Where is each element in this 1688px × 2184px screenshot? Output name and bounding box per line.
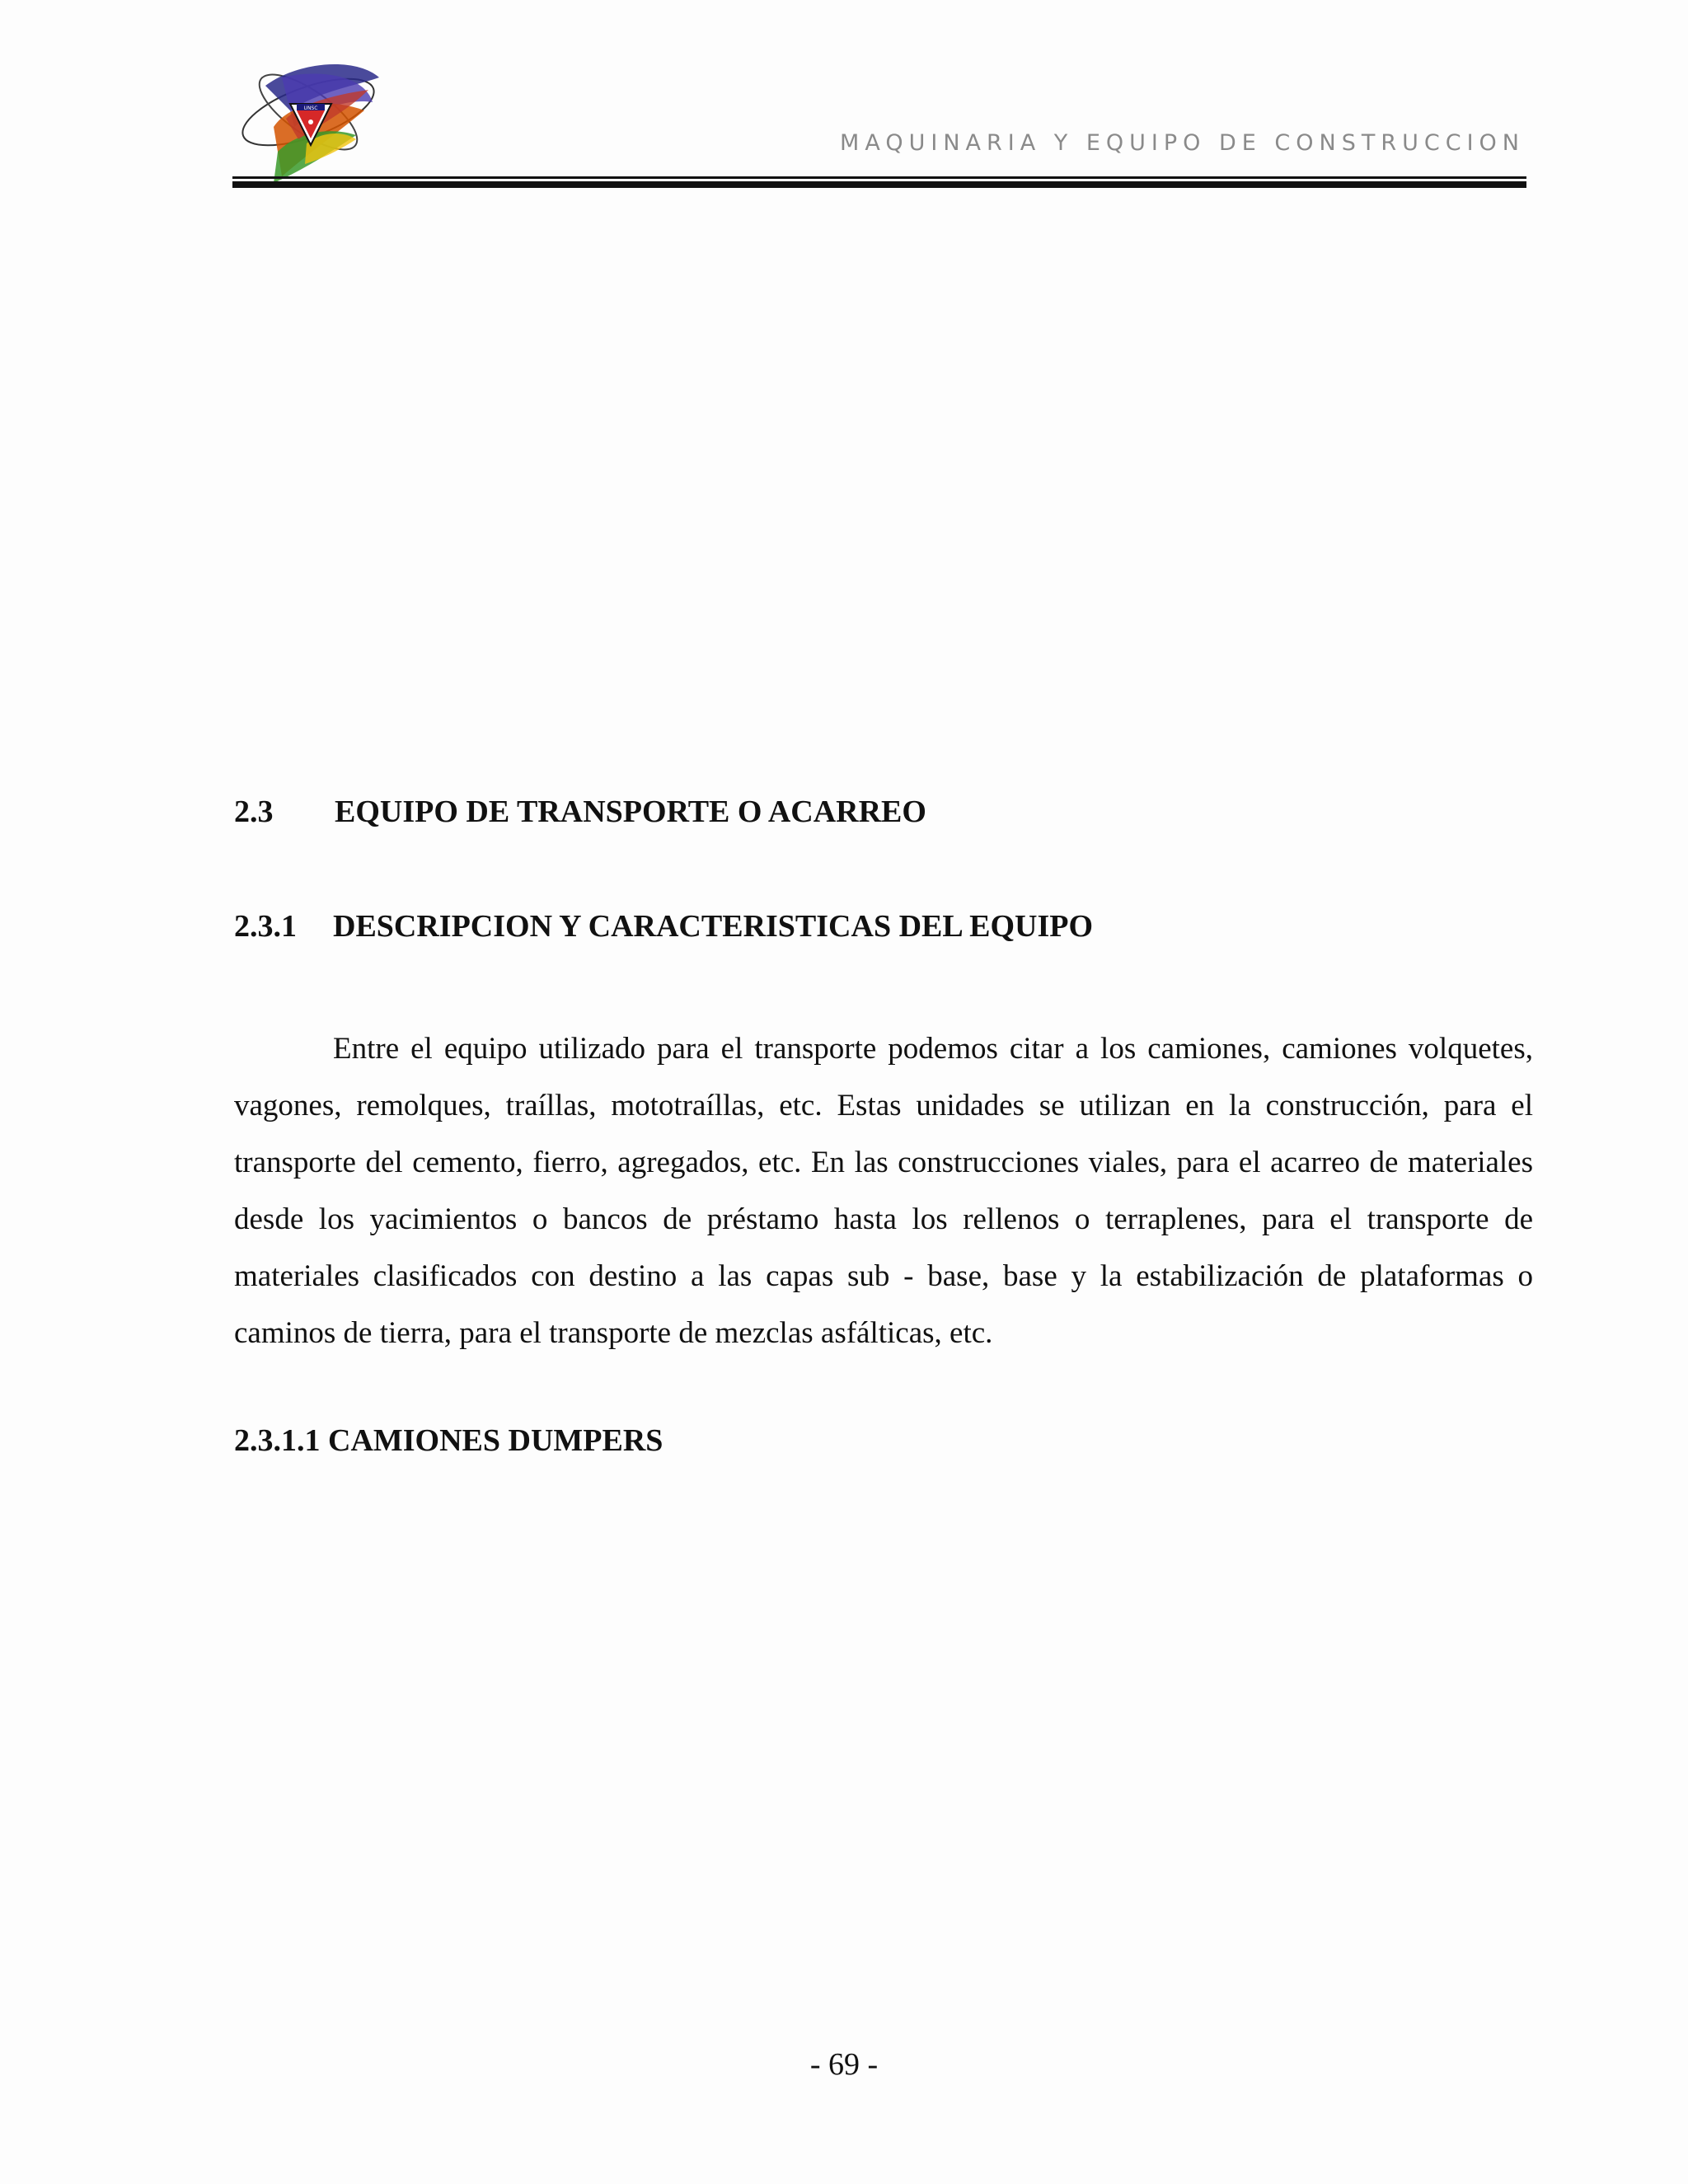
section-number: 2.3	[234, 794, 274, 829]
section-heading-2-3	[234, 794, 926, 830]
section-number: 2.3.1	[234, 909, 297, 944]
document-title: MAQUINARIA Y EQUIPO DE CONSTRUCCION	[840, 130, 1525, 156]
page-number: - 69 -	[809, 2047, 879, 2082]
university-emblem-icon	[232, 53, 389, 185]
page-header	[232, 53, 1526, 193]
body-paragraph: Entre el equipo utilizado para el transporte podemos citar a los camiones, camiones volquetes, vagones, remolques, traíllas, mototraíllas, etc. Estas unidades se utilizan en la construcción, para el transporte del cemento, fierro, agregados, etc. En las construcciones viales, para el acarreo de materiales desde los yacimientos o bancos de préstamo hasta los rellenos o terraplenes, para el transporte de materiales clasificados con destino a las capas sub - base, base y la estabilización de plataformas o caminos de tierra, para el transporte de mezclas asfálticas, etc.	[234, 1032, 1533, 1350]
section-title: DESCRIPCION Y CARACTERISTICAS DEL EQUIPO	[333, 909, 1094, 944]
section-heading-2-3-1	[234, 908, 1093, 944]
logo-text: UNSC	[303, 105, 318, 111]
section-title: EQUIPO DE TRANSPORTE O ACARREO	[335, 794, 926, 829]
section-heading-2-3-1-1: 2.3.1.1 CAMIONES DUMPERS	[234, 1423, 663, 1458]
header-divider-thin	[232, 176, 1526, 179]
header-divider-thick	[232, 181, 1526, 188]
